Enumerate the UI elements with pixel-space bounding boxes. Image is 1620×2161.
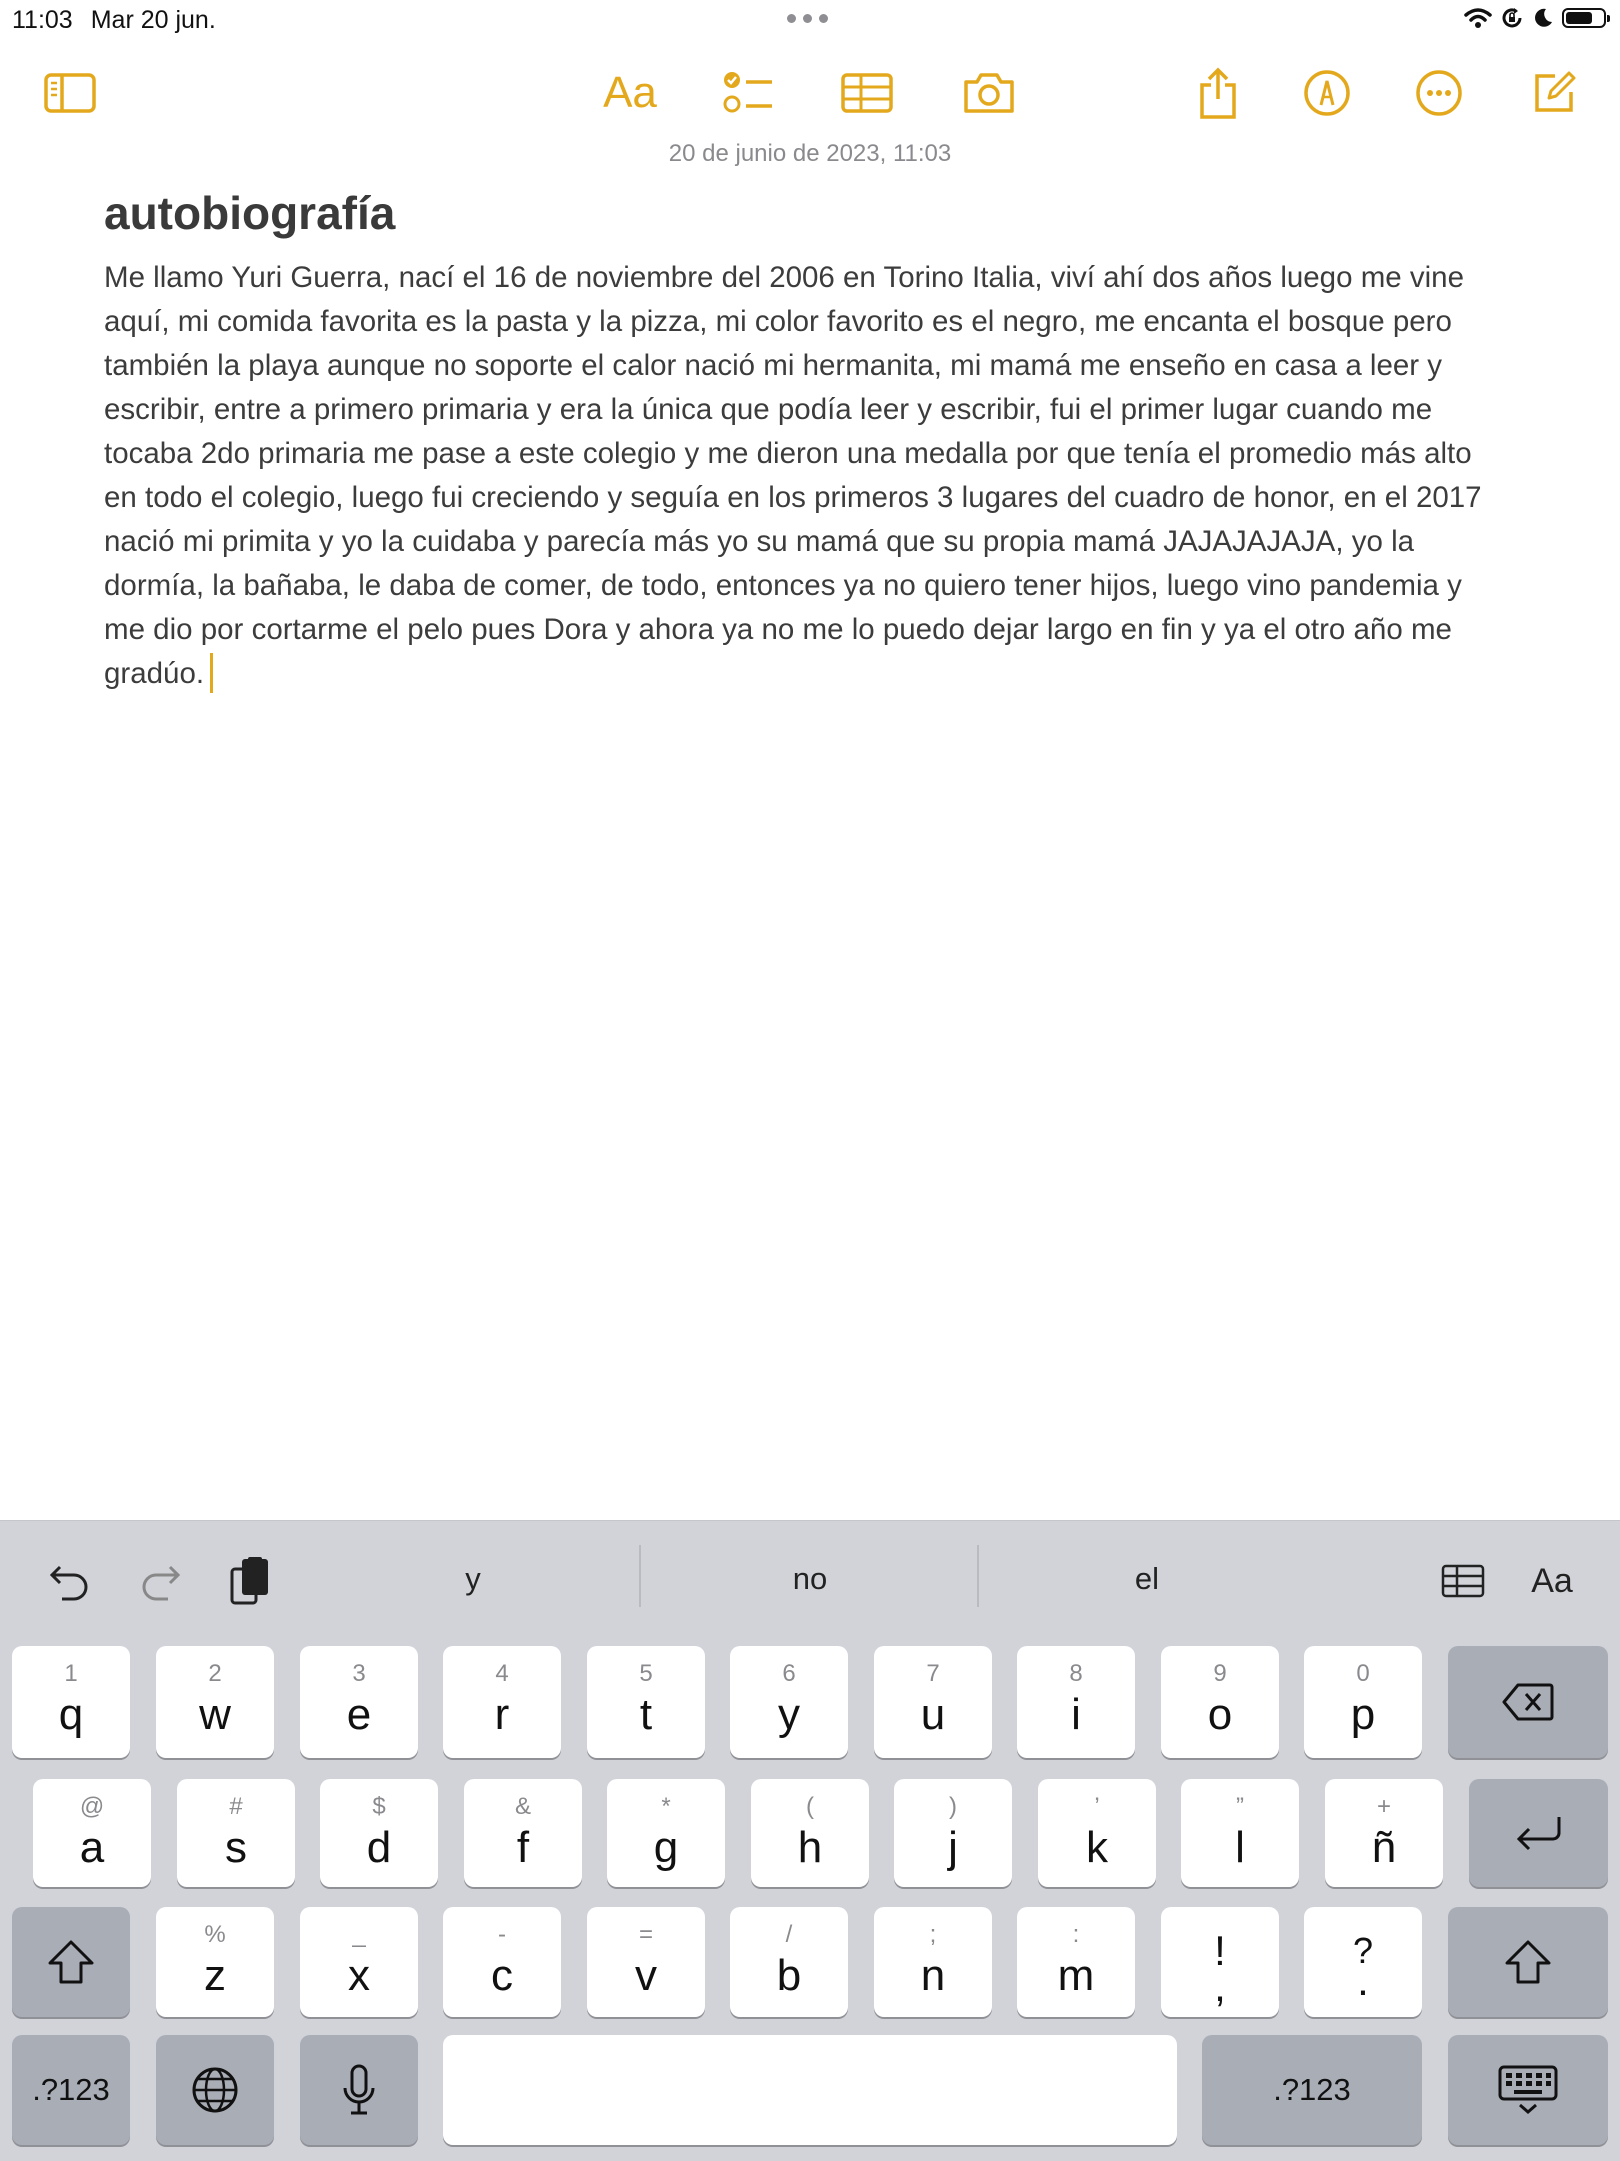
key-secondary: 7: [926, 1660, 940, 1687]
paste-button[interactable]: [220, 1551, 280, 1611]
sidebar-icon: [44, 73, 96, 113]
key-label: ñ: [1371, 1823, 1397, 1872]
keyboard-table-button[interactable]: [1436, 1551, 1490, 1611]
key-k[interactable]: [1038, 1779, 1156, 1887]
key-b[interactable]: [730, 1907, 848, 2017]
key-secondary: -: [498, 1921, 506, 1948]
key-secondary: 3: [352, 1660, 366, 1687]
checklist-icon: [722, 70, 774, 116]
sidebar-toggle-button[interactable]: [41, 64, 99, 122]
numbers-key-left[interactable]: [12, 2035, 130, 2145]
key-secondary: #: [229, 1793, 243, 1820]
key-secondary: +: [1376, 1793, 1391, 1820]
keyboard-dismiss-icon: [1498, 2065, 1558, 2115]
undo-icon: [48, 1561, 92, 1601]
key-n-tilde[interactable]: [1325, 1779, 1443, 1887]
key-j[interactable]: [894, 1779, 1012, 1887]
key-secondary: %: [204, 1921, 226, 1948]
key-secondary: 8: [1069, 1660, 1083, 1687]
dictation-key[interactable]: [300, 2035, 418, 2145]
wifi-icon: [1464, 7, 1492, 29]
key-secondary: :: [1072, 1921, 1080, 1948]
table-icon: [841, 73, 893, 113]
key-label: t: [639, 1690, 653, 1739]
suggestion-2[interactable]: no: [792, 1561, 828, 1596]
key-secondary: 0: [1356, 1660, 1370, 1687]
status-time: 11:03: [12, 6, 73, 34]
key-d[interactable]: [320, 1779, 438, 1887]
shift-icon: [47, 1939, 95, 1985]
key-secondary: ’: [1094, 1793, 1100, 1820]
microphone-icon: [341, 2064, 377, 2116]
suggestion-3[interactable]: el: [1134, 1561, 1160, 1596]
key-secondary: @: [79, 1793, 105, 1820]
key-g[interactable]: [607, 1779, 725, 1887]
key-secondary: 6: [782, 1660, 796, 1687]
shift-key-left[interactable]: [12, 1907, 130, 2017]
key-secondary: 9: [1213, 1660, 1227, 1687]
globe-key[interactable]: [156, 2035, 274, 2145]
key-secondary: 5: [639, 1660, 653, 1687]
key-z[interactable]: [156, 1907, 274, 2017]
note-title[interactable]: autobiografía: [104, 187, 396, 239]
delete-key[interactable]: [1448, 1646, 1608, 1758]
key-q[interactable]: [12, 1646, 130, 1758]
key-t[interactable]: [587, 1646, 705, 1758]
space-bar[interactable]: [443, 2035, 1177, 2145]
key-u[interactable]: [874, 1646, 992, 1758]
key-exclamation-comma[interactable]: [1161, 1907, 1279, 2017]
markup-button[interactable]: [1298, 64, 1356, 122]
key-label: .?123: [32, 2072, 110, 2107]
camera-button[interactable]: [960, 64, 1018, 122]
on-screen-keyboard: [0, 1520, 1620, 2161]
key-secondary: _: [352, 1921, 366, 1948]
key-f[interactable]: [464, 1779, 582, 1887]
key-x[interactable]: [300, 1907, 418, 2017]
compose-icon: [1531, 70, 1577, 116]
status-icons: [1464, 6, 1606, 30]
key-label: l: [1235, 1823, 1245, 1872]
key-secondary: *: [661, 1793, 671, 1820]
key-label-top: !: [1214, 1927, 1226, 1974]
key-w[interactable]: [156, 1646, 274, 1758]
status-bar-clock: [12, 6, 234, 35]
key-label: x: [348, 1951, 370, 2000]
key-e[interactable]: [300, 1646, 418, 1758]
undo-button[interactable]: [40, 1551, 100, 1611]
key-secondary: ;: [929, 1921, 937, 1948]
note-body[interactable]: [104, 256, 1484, 696]
key-label: r: [494, 1690, 510, 1739]
key-label: e: [346, 1690, 372, 1739]
key-label: p: [1350, 1690, 1376, 1739]
multitasking-grabber[interactable]: [787, 14, 828, 23]
suggestion-divider: [639, 1545, 641, 1607]
new-note-button[interactable]: [1525, 64, 1583, 122]
key-l[interactable]: [1181, 1779, 1299, 1887]
numbers-key-right[interactable]: [1202, 2035, 1422, 2145]
table-button[interactable]: [838, 64, 896, 122]
key-i[interactable]: [1017, 1646, 1135, 1758]
hide-keyboard-key[interactable]: [1448, 2035, 1608, 2145]
key-label: o: [1207, 1690, 1233, 1739]
key-r[interactable]: [443, 1646, 561, 1758]
share-icon: [1198, 67, 1238, 119]
key-label: n: [920, 1951, 946, 2000]
ellipsis-circle-icon: [1415, 69, 1463, 117]
return-key[interactable]: [1469, 1779, 1608, 1887]
checklist-button[interactable]: [719, 64, 777, 122]
globe-icon: [191, 2066, 239, 2114]
key-m[interactable]: [1017, 1907, 1135, 2017]
key-h[interactable]: [751, 1779, 869, 1887]
key-secondary: /: [785, 1921, 793, 1948]
key-label: s: [225, 1823, 247, 1872]
key-secondary: &: [514, 1793, 531, 1820]
delete-backspace-icon: [1502, 1683, 1554, 1721]
suggestion-1[interactable]: y: [465, 1561, 481, 1596]
format-button[interactable]: [600, 64, 660, 122]
key-secondary: (: [806, 1793, 814, 1820]
key-question-period[interactable]: [1304, 1907, 1422, 2017]
shift-key-right[interactable]: [1448, 1907, 1608, 2017]
key-label: w: [199, 1690, 231, 1739]
key-label-top: ?: [1352, 1930, 1374, 1971]
key-label: d: [366, 1823, 392, 1872]
orientation-lock-icon: [1500, 6, 1524, 30]
key-s[interactable]: [177, 1779, 295, 1887]
key-label-bottom: .: [1357, 1957, 1369, 2004]
markup-pen-icon: [1303, 69, 1351, 117]
key-n[interactable]: [874, 1907, 992, 2017]
note-body-text[interactable]: Me llamo Yuri Guerra, nací el 16 de noviembre del 2006 en Torino Italia, viví ahí dos años luego me vine aquí, mi comida favorita es la pasta y la pizza, mi color favorito es el negro, me encanta el bosque pero también la playa aunque no soporte el calor nació mi hermanita, mi mamá me enseño en casa a leer y escribir, entre a primero primaria y era la única que podía leer y escribir, fui el primer lugar cuando me tocaba 2do primaria me pase a este colegio y me dieron una medalla por que tenía el promedio más alto en todo el colegio, luego fui creciendo y seguía en los primeros 3 lugares del cuadro de honor, en el 2017 nació mi primita y yo la cuidaba y parecía más yo su mamá que su propia mamá JAJAJAJAJA, yo la dormía, la bañaba, le daba de comer, de todo, entonces ya no quiero tener hijos, luego vino pandemia y me dio por cortarme el pelo pues Dora y ahora ya no me lo puedo dejar largo en fin y ya el otro año me gradúo.: [104, 261, 1482, 690]
key-secondary: 1: [64, 1660, 78, 1687]
key-label: y: [778, 1690, 800, 1739]
key-label: j: [948, 1823, 958, 1872]
keyboard-format-button[interactable]: Aa: [1531, 1561, 1573, 1600]
key-y[interactable]: [730, 1646, 848, 1758]
key-label: c: [491, 1951, 513, 2000]
battery-icon: [1562, 8, 1606, 28]
suggestion-divider: [977, 1545, 979, 1607]
key-c[interactable]: [443, 1907, 561, 2017]
shift-icon: [1504, 1939, 1552, 1985]
moon-icon: [1532, 7, 1554, 29]
key-o[interactable]: [1161, 1646, 1279, 1758]
return-icon: [1513, 1813, 1565, 1853]
more-options-button[interactable]: [1410, 64, 1468, 122]
key-label: k: [1086, 1823, 1108, 1872]
key-label: a: [79, 1823, 105, 1872]
key-label: u: [920, 1690, 946, 1739]
key-label: i: [1071, 1690, 1081, 1739]
table-icon: [1441, 1564, 1485, 1598]
key-label: .?123: [1273, 2072, 1351, 2107]
key-secondary: =: [638, 1921, 653, 1948]
redo-button[interactable]: [130, 1551, 190, 1611]
key-label: z: [204, 1951, 226, 2000]
key-secondary: ): [949, 1793, 957, 1820]
camera-icon: [962, 72, 1016, 114]
status-date: Mar 20 jun.: [90, 6, 216, 34]
key-v[interactable]: [587, 1907, 705, 2017]
key-secondary: $: [372, 1793, 386, 1820]
key-p[interactable]: [1304, 1646, 1422, 1758]
key-label: q: [58, 1690, 84, 1739]
redo-icon: [138, 1561, 182, 1601]
text-cursor: [210, 653, 213, 693]
key-secondary: 4: [495, 1660, 509, 1687]
key-secondary: 2: [208, 1660, 222, 1687]
key-a[interactable]: [33, 1779, 151, 1887]
note-date: 20 de junio de 2023, 11:03: [668, 140, 952, 167]
share-button[interactable]: [1189, 64, 1247, 122]
key-label: m: [1057, 1951, 1095, 2000]
key-label: h: [797, 1823, 823, 1872]
key-secondary: ”: [1236, 1793, 1244, 1820]
key-label: v: [635, 1951, 657, 2000]
key-label-bottom: ,: [1214, 1963, 1226, 2010]
key-label: f: [516, 1823, 530, 1872]
clipboard-icon: [228, 1555, 272, 1607]
key-label: g: [653, 1823, 679, 1872]
key-label: b: [776, 1951, 802, 2000]
format-label: Aa: [603, 68, 657, 117]
